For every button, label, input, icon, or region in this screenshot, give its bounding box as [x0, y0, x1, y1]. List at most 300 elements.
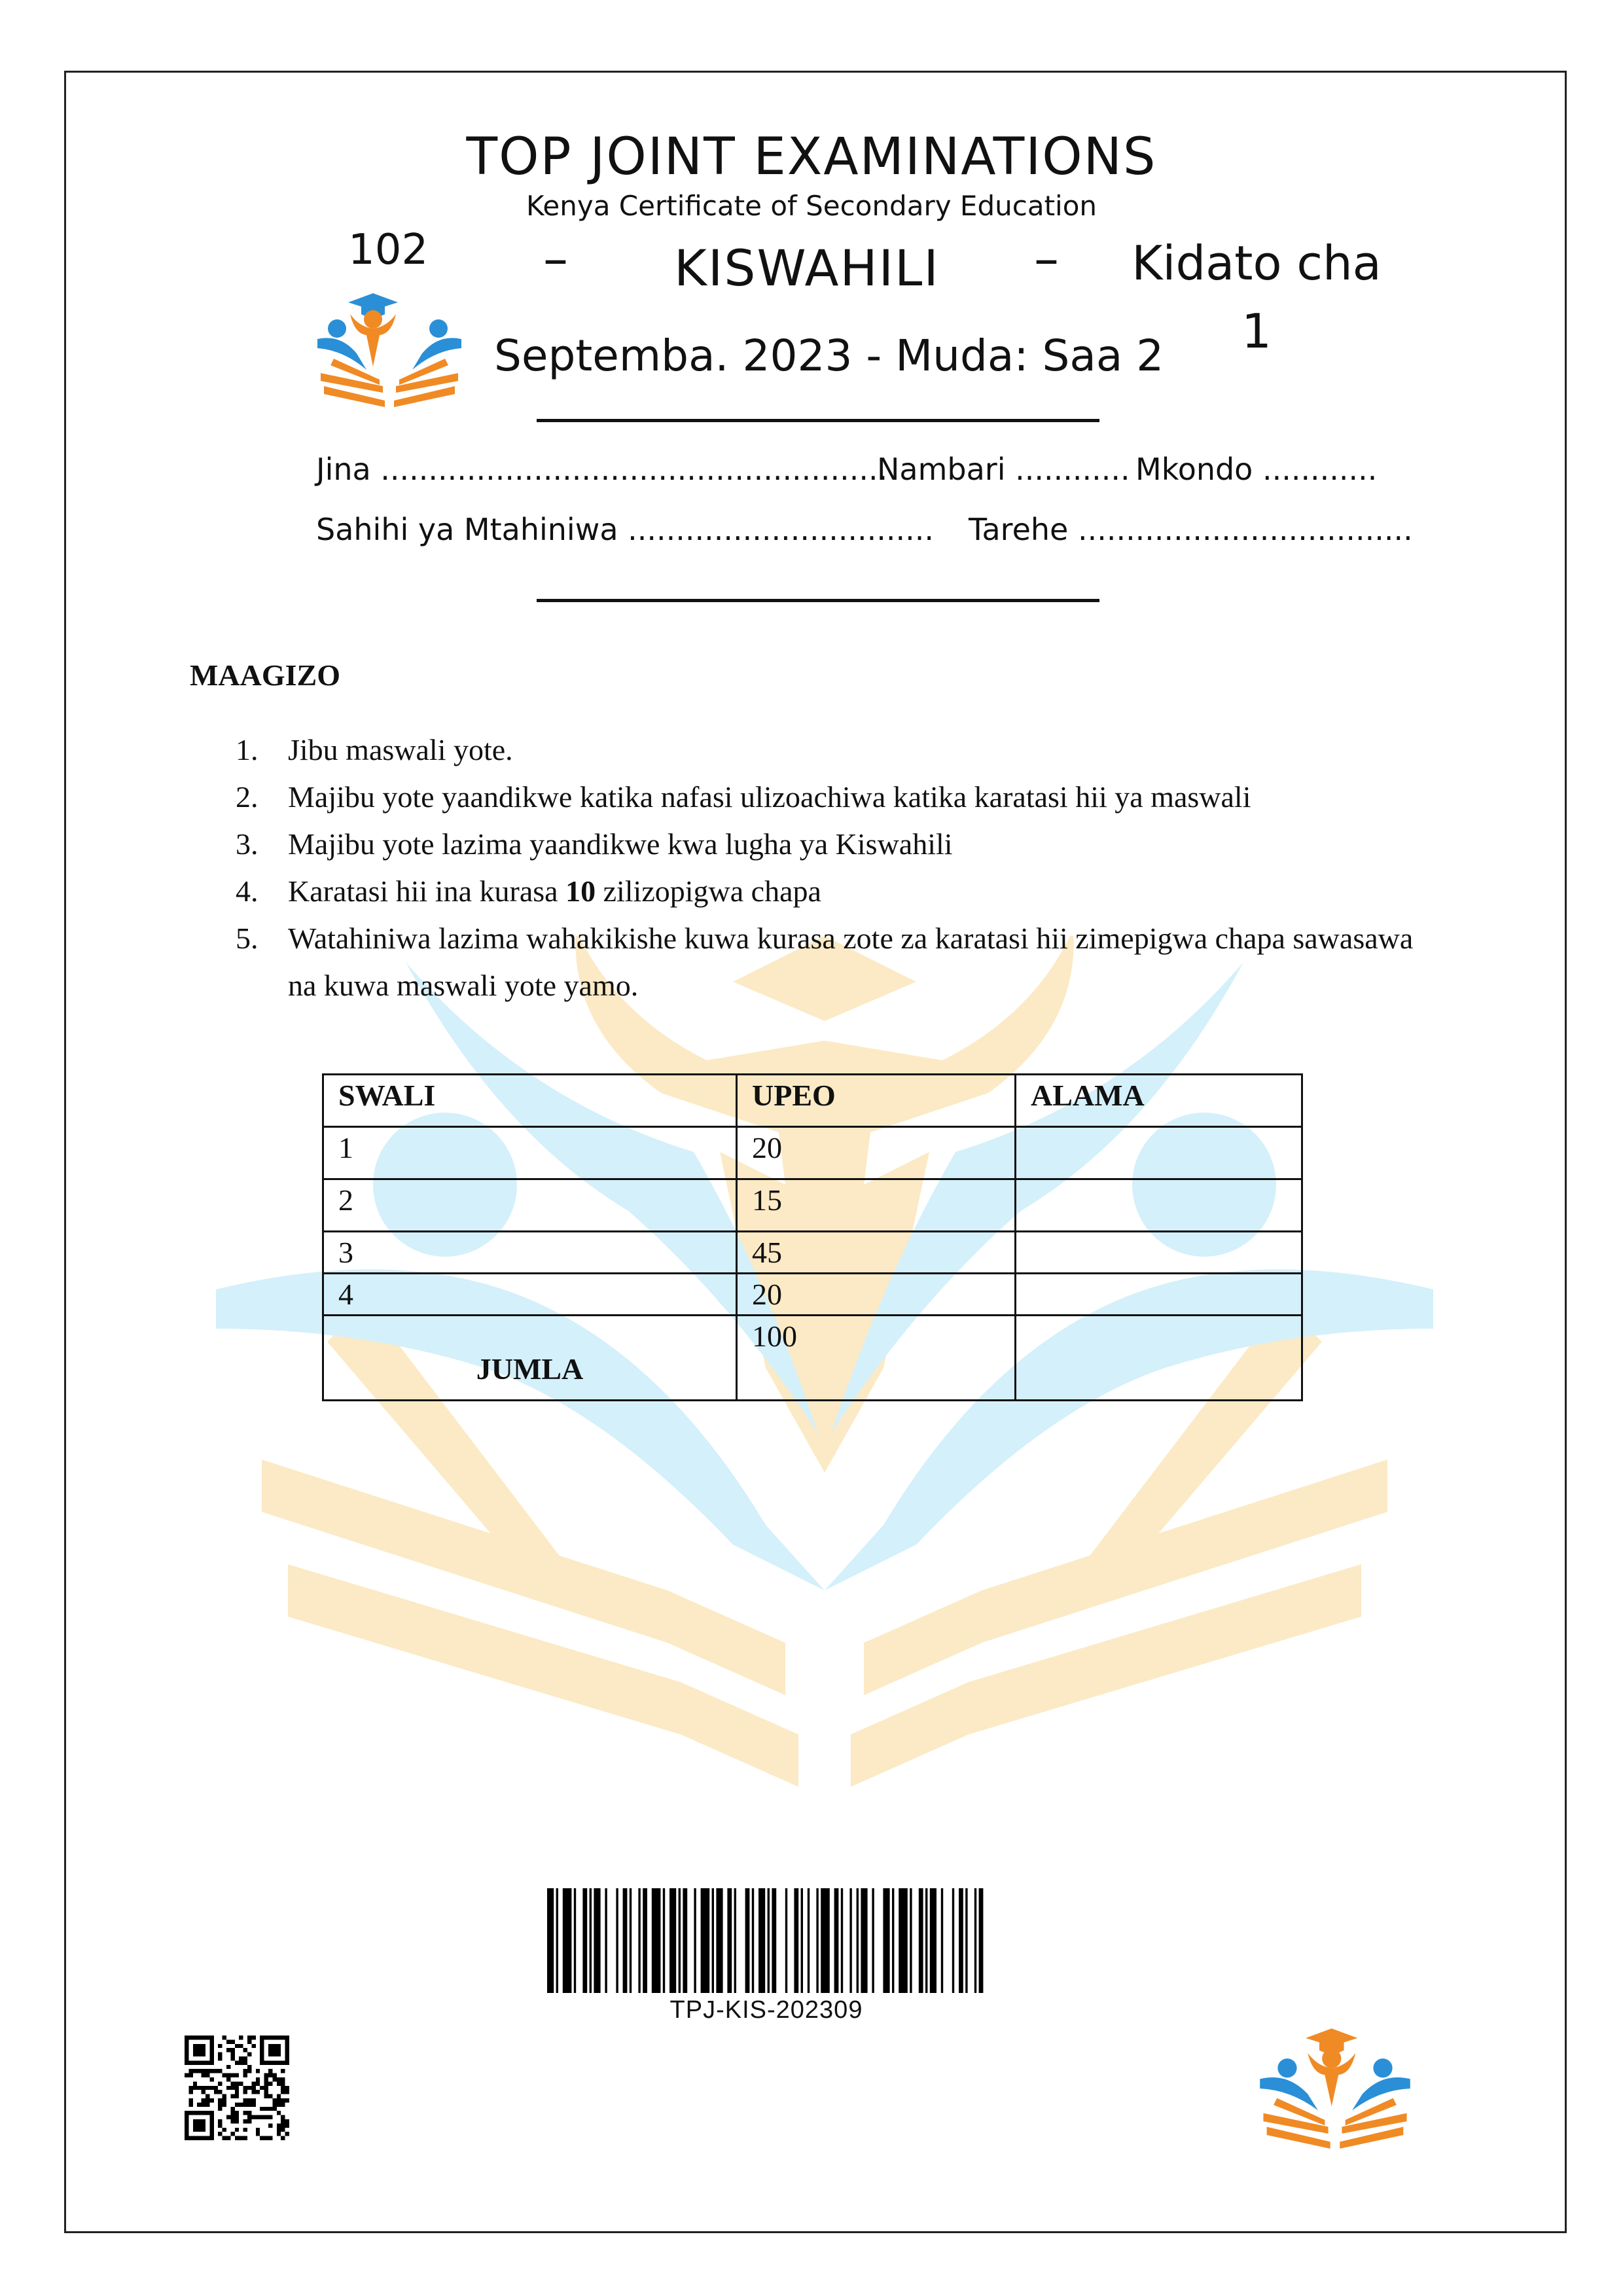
exam-logo-icon [314, 288, 465, 412]
barcode-bar [582, 1888, 587, 1993]
qr-module [226, 2136, 230, 2140]
qr-module [285, 2132, 289, 2136]
qr-module [235, 2073, 239, 2077]
qr-module [239, 2060, 243, 2064]
qr-module [193, 2081, 197, 2085]
qr-finder [193, 2119, 205, 2132]
upeo-cell: 20 [737, 1127, 1016, 1179]
barcode-bar [663, 1888, 665, 1993]
item-text: Majibu yote yaandikwe katika nafasi ulizoachiwa katika karatasi hii ya maswali [288, 780, 1251, 814]
qr-module [202, 2098, 205, 2102]
qr-module [247, 2115, 251, 2119]
list-item [236, 774, 1414, 821]
alama-cell[interactable] [1016, 1274, 1302, 1316]
swali-cell: 1 [323, 1127, 737, 1179]
qr-finder [185, 2036, 214, 2039]
barcode-bar [701, 1888, 710, 1993]
qr-module [239, 2136, 243, 2140]
qr-module [256, 2132, 260, 2136]
qr-module [223, 2073, 226, 2077]
barcode-bar [857, 1888, 859, 1993]
qr-module [239, 2044, 243, 2048]
barcode-bar [979, 1888, 984, 1993]
barcode-bar [834, 1888, 839, 1993]
barcode-bar [605, 1888, 607, 1993]
upeo-cell: 45 [737, 1232, 1016, 1274]
qr-module [214, 2069, 218, 2073]
table-header-row [323, 1075, 1302, 1127]
qr-module [272, 2107, 276, 2111]
list-item [236, 821, 1414, 868]
item-number: 3. [236, 827, 259, 861]
barcode-bar [974, 1888, 976, 1993]
qr-module [251, 2098, 255, 2102]
qr-module [268, 2073, 272, 2077]
barcode-bar [816, 1888, 818, 1993]
qr-module [247, 2098, 251, 2102]
qr-module [239, 2036, 243, 2039]
qr-module [202, 2090, 205, 2094]
qr-module [230, 2132, 234, 2136]
qr-module [251, 2036, 255, 2039]
qr-module [230, 2086, 234, 2090]
qr-module [223, 2094, 226, 2098]
qr-module [260, 2115, 264, 2119]
header-rule-top [537, 419, 1099, 422]
qr-module [223, 2102, 226, 2106]
qr-code [185, 2036, 289, 2140]
barcode-bar [556, 1888, 558, 1993]
qr-module [281, 2102, 285, 2106]
qr-module [188, 2098, 192, 2102]
qr-module [243, 2119, 247, 2123]
qr-module [205, 2094, 209, 2098]
qr-module [285, 2123, 289, 2127]
alama-cell[interactable] [1016, 1232, 1302, 1274]
qr-module [226, 2039, 230, 2043]
header-upeo: UPEO [737, 1075, 1016, 1127]
barcode-bar [952, 1888, 954, 1993]
qr-module [202, 2073, 205, 2077]
item-number: 4. [236, 874, 259, 908]
qr-module [218, 2123, 222, 2127]
barcode-bar [745, 1888, 750, 1993]
qr-module [251, 2115, 255, 2119]
qr-finder [285, 2036, 289, 2065]
barcode-bar [623, 1888, 628, 1993]
instructions-list [236, 726, 1414, 1009]
certificate-subtitle: Kenya Certificate of Secondary Education [526, 190, 1097, 222]
qr-module [247, 2069, 251, 2073]
qr-module [223, 2036, 226, 2039]
qr-module [230, 2111, 234, 2115]
header-swali: SWALI [323, 1075, 737, 1127]
qr-module [277, 2102, 281, 2106]
qr-module [218, 2107, 222, 2111]
upeo-cell: 15 [737, 1179, 1016, 1232]
alama-cell[interactable] [1016, 1179, 1302, 1232]
score-table [322, 1073, 1303, 1401]
qr-module [188, 2086, 192, 2090]
barcode-bar [801, 1888, 803, 1993]
qr-module [256, 2115, 260, 2119]
qr-module [243, 2056, 247, 2060]
qr-module [205, 2073, 209, 2077]
qr-module [205, 2098, 209, 2102]
qr-module [218, 2132, 222, 2136]
barcode-bar [669, 1888, 676, 1993]
qr-module [281, 2077, 285, 2081]
barcode-bar [712, 1888, 714, 1993]
qr-module [235, 2115, 239, 2119]
qr-module [260, 2086, 264, 2090]
title-dash-left: – [543, 229, 568, 287]
exam-logo-icon [1257, 2022, 1414, 2153]
qr-module [256, 2128, 260, 2132]
paper-code: 102 [348, 226, 429, 274]
barcode-text: TPJ-KIS-202309 [669, 1996, 863, 2024]
qr-module [264, 2081, 268, 2085]
instructions-heading: MAAGIZO [190, 658, 340, 692]
qr-module [264, 2107, 268, 2111]
barcode-bar [694, 1888, 696, 1993]
qr-module [247, 2111, 251, 2115]
barcode-bar [734, 1888, 736, 1993]
qr-module [272, 2098, 276, 2102]
qr-module [243, 2102, 247, 2106]
upeo-cell: 20 [737, 1274, 1016, 1316]
qr-finder [193, 2044, 205, 2056]
qr-module [285, 2090, 289, 2094]
header-alama: ALAMA [1016, 1075, 1302, 1127]
barcode-bar [574, 1888, 576, 1993]
qr-finder [209, 2111, 213, 2140]
barcode-bar [959, 1888, 963, 1993]
table-row [323, 1127, 1302, 1179]
qr-module [239, 2056, 243, 2060]
barcode [547, 1888, 986, 1993]
qr-module [230, 2119, 234, 2123]
qr-module [256, 2090, 260, 2094]
list-item [236, 915, 1414, 1009]
qr-module [235, 2102, 239, 2106]
qr-module [235, 2111, 239, 2115]
barcode-bar [883, 1888, 889, 1993]
name-field[interactable]: Jina ..................................................... [316, 452, 888, 487]
item-text: Jibu maswali yote. [288, 733, 513, 766]
qr-module [218, 2053, 222, 2056]
qr-module [218, 2090, 222, 2094]
qr-module [235, 2136, 239, 2140]
qr-module [214, 2086, 218, 2090]
item-number: 5. [236, 922, 259, 955]
qr-module [235, 2086, 239, 2090]
barcode-bar [872, 1888, 874, 1993]
qr-module [243, 2128, 247, 2132]
qr-module [235, 2044, 239, 2048]
qr-module [243, 2111, 247, 2115]
qr-finder [260, 2036, 264, 2065]
qr-module [209, 2086, 213, 2090]
qr-module [209, 2077, 213, 2081]
qr-module [285, 2098, 289, 2102]
barcode-bar [965, 1888, 967, 1993]
barcode-bar [785, 1888, 787, 1993]
qr-module [243, 2048, 247, 2052]
list-item [236, 868, 1414, 915]
qr-module [268, 2081, 272, 2085]
barcode-bar [899, 1888, 908, 1993]
barcode-bar [563, 1888, 572, 1993]
qr-finder [185, 2111, 214, 2115]
qr-module [188, 2073, 192, 2077]
qr-module [251, 2086, 255, 2090]
item-number: 1. [236, 733, 259, 766]
barcode-bar [941, 1888, 943, 1993]
qr-finder [185, 2060, 214, 2064]
qr-module [226, 2048, 230, 2052]
qr-module [264, 2090, 268, 2094]
qr-module [277, 2077, 281, 2081]
qr-module [239, 2102, 243, 2106]
qr-module [230, 2115, 234, 2119]
qr-module [277, 2123, 281, 2127]
qr-module [277, 2094, 281, 2098]
qr-module [256, 2081, 260, 2085]
header-rule-bottom [537, 599, 1099, 602]
qr-module [285, 2086, 289, 2090]
qr-module [243, 2090, 247, 2094]
barcode-bar [547, 1888, 554, 1993]
qr-module [256, 2069, 260, 2073]
qr-module [247, 2086, 251, 2090]
qr-module [243, 2098, 247, 2102]
qr-finder [185, 2036, 188, 2065]
qr-module [251, 2081, 255, 2085]
barcode-bar [594, 1888, 600, 1993]
qr-module [235, 2081, 239, 2085]
table-row [323, 1232, 1302, 1274]
qr-module [230, 2107, 234, 2111]
barcode-bar [683, 1888, 687, 1993]
qr-module [197, 2086, 201, 2090]
barcode-bar [919, 1888, 923, 1993]
item-number: 2. [236, 780, 259, 814]
qr-module [251, 2044, 255, 2048]
qr-module [281, 2136, 285, 2140]
qr-module [218, 2044, 222, 2048]
qr-module [268, 2115, 272, 2119]
qr-module [251, 2102, 255, 2106]
barcode-bar [638, 1888, 640, 1993]
qr-module [243, 2073, 247, 2077]
qr-module [235, 2090, 239, 2094]
qr-module [226, 2086, 230, 2090]
qr-module [268, 2107, 272, 2111]
qr-module [230, 2053, 234, 2056]
barcode-bar [772, 1888, 776, 1993]
barcode-bar [716, 1888, 722, 1993]
qr-module [272, 2102, 276, 2106]
barcode-bar [758, 1888, 765, 1993]
qr-module [205, 2069, 209, 2073]
qr-module [247, 2119, 251, 2123]
qr-module [188, 2090, 192, 2094]
qr-module [214, 2090, 218, 2094]
swali-cell: 3 [323, 1232, 737, 1274]
swali-cell: 2 [323, 1179, 737, 1232]
item-text-end: zilizopigwa chapa [596, 874, 821, 908]
barcode-bar [727, 1888, 732, 1993]
qr-module [226, 2115, 230, 2119]
qr-finder [209, 2036, 213, 2065]
barcode-bar [910, 1888, 912, 1993]
qr-module [277, 2132, 281, 2136]
qr-module [277, 2111, 281, 2115]
qr-finder [260, 2060, 289, 2064]
barcode-bar [652, 1888, 661, 1993]
qr-module [251, 2090, 255, 2094]
qr-module [197, 2069, 201, 2073]
exam-date-duration: Septemba. 2023 - Muda: Saa 2 [494, 331, 1164, 381]
form-label: Kidato cha [1132, 236, 1382, 291]
qr-module [185, 2073, 188, 2077]
barcode-bar [630, 1888, 632, 1993]
qr-module [205, 2102, 209, 2106]
qr-module [193, 2069, 197, 2073]
item-text: Watahiniwa lazima wahakikishe kuwa kurasa zote za karatasi hii zimepigwa chapa sawasawa na kuwa maswali yote yamo. [288, 922, 1414, 1002]
qr-module [218, 2119, 222, 2123]
swali-cell: 4 [323, 1274, 737, 1316]
qr-module [239, 2081, 243, 2085]
qr-module [268, 2136, 272, 2140]
date-field[interactable]: Tarehe ................................... [969, 512, 1413, 547]
qr-module [205, 2086, 209, 2090]
qr-module [277, 2081, 281, 2085]
qr-module [230, 2048, 234, 2052]
qr-module [260, 2136, 264, 2140]
barcode-bar [752, 1888, 754, 1993]
qr-module [277, 2098, 281, 2102]
title-dash-right: – [1034, 229, 1059, 287]
qr-module [202, 2069, 205, 2073]
qr-module [188, 2069, 192, 2073]
qr-module [264, 2086, 268, 2090]
qr-module [243, 2060, 247, 2064]
item-text [288, 868, 1414, 915]
qr-module [230, 2073, 234, 2077]
barcode-bar [925, 1888, 927, 1993]
total-alama-cell[interactable] [1016, 1316, 1302, 1401]
qr-module [218, 2098, 222, 2102]
qr-module [218, 2081, 222, 2085]
qr-module [268, 2094, 272, 2098]
barcode-bar [643, 1888, 647, 1993]
list-item [236, 726, 1414, 774]
qr-module [264, 2136, 268, 2140]
barcode-bar [849, 1888, 851, 1993]
qr-module [230, 2039, 234, 2043]
qr-module [264, 2073, 268, 2077]
qr-module [202, 2086, 205, 2090]
qr-module [281, 2086, 285, 2090]
barcode-bar [616, 1888, 618, 1993]
qr-module [247, 2039, 251, 2043]
qr-module [264, 2115, 268, 2119]
qr-module [243, 2136, 247, 2140]
barcode-bar [590, 1888, 592, 1993]
qr-module [230, 2094, 234, 2098]
table-row [323, 1179, 1302, 1232]
page-count: 10 [565, 874, 596, 908]
alama-cell[interactable] [1016, 1127, 1302, 1179]
form-number: 1 [1241, 304, 1272, 359]
total-value: 100 [737, 1316, 1016, 1401]
qr-finder [185, 2136, 214, 2140]
table-row [323, 1274, 1302, 1316]
qr-module [247, 2065, 251, 2069]
barcode-bar [841, 1888, 843, 1993]
signature-field[interactable]: Sahihi ya Mtahiniwa ................................ [316, 512, 935, 547]
barcode-bar [794, 1888, 798, 1993]
qr-module [281, 2115, 285, 2119]
qr-module [193, 2086, 197, 2090]
qr-module [281, 2090, 285, 2094]
qr-module [281, 2069, 285, 2073]
barcode-bar [679, 1888, 681, 1993]
qr-module [218, 2102, 222, 2106]
barcode-bar [808, 1888, 810, 1993]
qr-module [197, 2102, 201, 2106]
subject-title: KISWAHILI [674, 239, 940, 297]
qr-finder [260, 2036, 289, 2039]
stream-field[interactable]: Mkondo ............ [1135, 452, 1378, 487]
qr-module [268, 2123, 272, 2127]
qr-module [202, 2102, 205, 2106]
qr-module [281, 2081, 285, 2085]
qr-module [285, 2119, 289, 2123]
total-label: JUMLA [323, 1316, 737, 1401]
qr-module [209, 2069, 213, 2073]
qr-module [260, 2107, 264, 2111]
qr-module [247, 2102, 251, 2106]
barcode-bar [821, 1888, 830, 1993]
qr-module [209, 2098, 213, 2102]
qr-module [281, 2098, 285, 2102]
barcode-bar [930, 1888, 936, 1993]
qr-module [223, 2136, 226, 2140]
item-text-start: Karatasi hii ina kurasa [288, 874, 566, 908]
qr-module [264, 2094, 268, 2098]
number-field[interactable]: Nambari ............ [877, 452, 1130, 487]
qr-module [281, 2128, 285, 2132]
barcode-bar [892, 1888, 894, 1993]
qr-module [235, 2094, 239, 2098]
qr-module [264, 2077, 268, 2081]
qr-module [268, 2069, 272, 2073]
qr-module [243, 2086, 247, 2090]
qr-module [218, 2056, 222, 2060]
item-text: Majibu yote lazima yaandikwe kwa lugha ya Kiswahili [288, 827, 953, 861]
qr-module [281, 2123, 285, 2127]
qr-module [247, 2036, 251, 2039]
barcode-bar [768, 1888, 770, 1993]
exam-board-title: TOP JOINT EXAMINATIONS [466, 128, 1157, 187]
qr-module [235, 2119, 239, 2123]
qr-module [272, 2073, 276, 2077]
qr-module [256, 2077, 260, 2081]
qr-module [226, 2065, 230, 2069]
